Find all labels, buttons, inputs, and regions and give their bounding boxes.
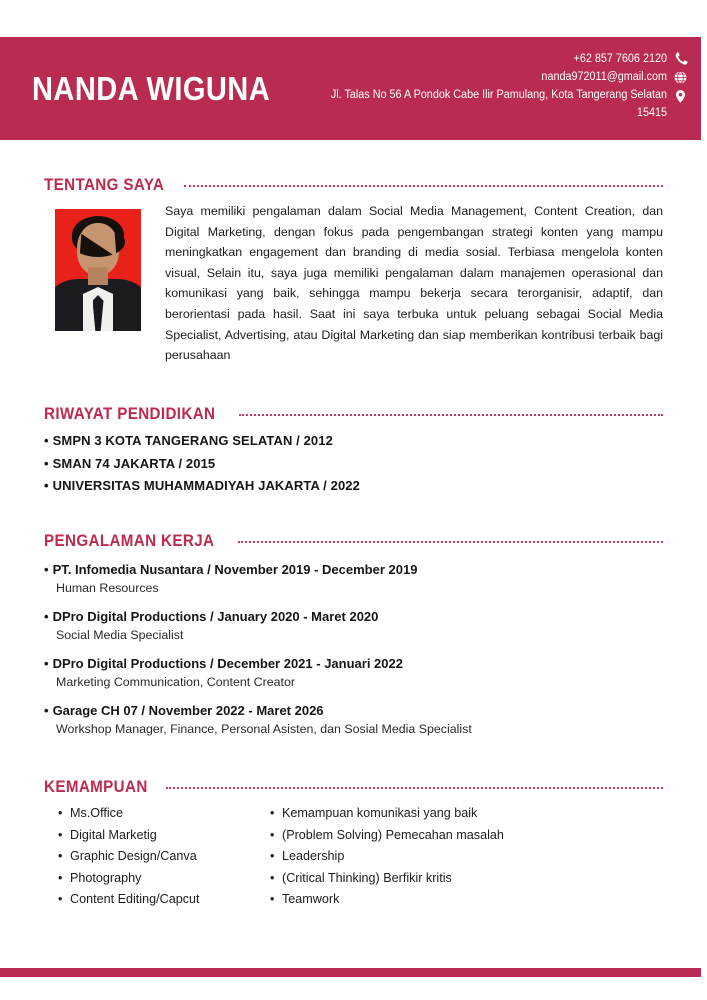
section-education: [44, 405, 663, 498]
profile-photo: [55, 209, 141, 331]
skills-column-left: [44, 803, 270, 911]
education-item-label: UNIVERSITAS MUHAMMADIYAH JAKARTA / 2022: [52, 478, 360, 493]
bullet-icon: •: [270, 849, 275, 863]
bullet-icon: •: [44, 455, 49, 471]
bullet-icon: •: [270, 870, 275, 885]
heading-dotted-rule: [238, 538, 663, 543]
experience-entry-role: Social Media Specialist: [56, 628, 184, 642]
list-item: [270, 868, 663, 890]
experience-entry-heading: [44, 701, 663, 720]
experience-heading: [44, 532, 663, 551]
list-item: [44, 475, 663, 498]
bullet-icon: •: [44, 433, 49, 448]
experience-entry-heading: [44, 560, 663, 579]
heading-dotted-rule: [166, 784, 663, 789]
experience-entry: [44, 654, 663, 692]
education-item-label: SMAN 74 JAKARTA / 2015: [52, 455, 216, 471]
experience-entry: [44, 701, 663, 739]
experience-entry-role: Human Resources: [56, 581, 159, 595]
list-item: [270, 889, 663, 911]
skills-columns: [44, 803, 663, 911]
contact-block: [287, 50, 667, 122]
contact-icons: [673, 51, 691, 108]
footer-accent-bar: [0, 968, 701, 977]
skills-column-right: [270, 803, 663, 911]
list-item: [270, 846, 663, 868]
about-heading: [44, 176, 663, 195]
about-row: [44, 201, 663, 366]
skill-label: (Critical Thinking) Berfikir kritis: [282, 870, 452, 885]
skill-label: (Problem Solving) Pemecahan masalah: [282, 827, 504, 842]
contact-email: nanda972011@gmail.com: [541, 71, 667, 83]
section-skills: [44, 778, 663, 911]
skill-label: Graphic Design/Canva: [70, 849, 197, 863]
bullet-icon: •: [270, 892, 275, 906]
skills-heading: [44, 778, 663, 797]
list-item: [58, 825, 270, 847]
list-item: [58, 846, 270, 868]
phone-icon: [673, 51, 688, 66]
contact-phone: +62 857 7606 2120: [573, 53, 667, 65]
bullet-icon: •: [58, 870, 63, 885]
heading-dotted-rule: [184, 182, 663, 187]
list-item: [58, 889, 270, 911]
page-title: NANDA WIGUNA: [32, 69, 271, 107]
about-paragraph: Saya memiliki pengalaman dalam Social Media Management, Content Creation, dan Digital Marketing, dengan fokus pada pengembangan strategi konten yang mampu meningkatkan engagement dan branding di media sosial. Terbiasa mengelola konten visual, Selain itu, saya juga memiliki pengalaman dalam manajemen operasional dan komunikasi yang baik, sehingga mampu bekerja secara terorganisir, adaptif, dan berorientasi pada hasil. Saat ini saya terbuka untuk peluang sebagai Social Media Specialist, Advertising, atau Digital Marketing dan siap memberikan kontribusi terbaik bagi perusahaan: [165, 204, 663, 363]
experience-entry: [44, 607, 663, 645]
skill-label: Kemampuan komunikasi yang baik: [282, 806, 478, 820]
bullet-icon: •: [58, 827, 63, 842]
skill-label: Leadership: [282, 849, 345, 863]
experience-entry-title: DPro Digital Productions / January 2020 - Maret 2020: [52, 609, 379, 624]
experience-entry-role: Workshop Manager, Finance, Personal Asisten, dan Sosial Media Specialist: [56, 722, 472, 736]
list-item: [44, 430, 663, 453]
bullet-icon: •: [270, 827, 275, 842]
experience-entry-title: Garage CH 07 / November 2022 - Maret 2026: [52, 703, 324, 718]
experience-entry-title: PT. Infomedia Nusantara / November 2019 - December 2019: [52, 562, 418, 577]
experience-entry-heading: [44, 607, 663, 626]
bullet-icon: •: [58, 849, 63, 863]
skill-label: Digital Marketig: [70, 827, 157, 842]
bullet-icon: •: [58, 806, 63, 820]
bullet-icon: •: [44, 478, 49, 493]
globe-icon: [673, 70, 688, 85]
experience-entry: [44, 560, 663, 598]
location-pin-icon: [673, 89, 688, 104]
experience-entry-heading: [44, 654, 663, 673]
skill-label: Ms.Office: [70, 806, 123, 820]
bullet-icon: •: [44, 703, 49, 718]
skill-label: Photography: [70, 870, 142, 885]
experience-entry-role: Marketing Communication, Content Creator: [56, 675, 295, 689]
section-experience: [44, 532, 663, 739]
skill-label: Teamwork: [282, 892, 340, 906]
list-item: [44, 453, 663, 476]
section-about: [44, 176, 663, 366]
education-title: RIWAYAT PENDIDIKAN: [44, 405, 216, 423]
heading-dotted-rule: [239, 411, 663, 416]
education-item-label: SMPN 3 KOTA TANGERANG SELATAN / 2012: [52, 433, 333, 448]
skills-title: KEMAMPUAN: [44, 778, 148, 796]
bullet-icon: •: [58, 892, 63, 906]
about-title: TENTANG SAYA: [44, 176, 165, 194]
list-item: [58, 803, 270, 825]
header-band: [0, 37, 701, 140]
education-list: [44, 430, 663, 498]
bullet-icon: •: [44, 562, 49, 577]
list-item: [270, 825, 663, 847]
bullet-icon: •: [270, 806, 275, 820]
skill-label: Content Editing/Capcut: [70, 892, 200, 906]
education-heading: [44, 405, 663, 424]
list-item: [58, 868, 270, 890]
contact-address: Jl. Talas No 56 A Pondok Cabe Ilir Pamulang, Kota Tangerang Selatan 15415: [330, 89, 667, 119]
bullet-icon: •: [44, 609, 49, 624]
bullet-icon: •: [44, 656, 49, 671]
experience-entry-title: DPro Digital Productions / December 2021 - Januari 2022: [52, 656, 403, 671]
experience-title: PENGALAMAN KERJA: [44, 532, 215, 550]
list-item: [270, 803, 663, 825]
